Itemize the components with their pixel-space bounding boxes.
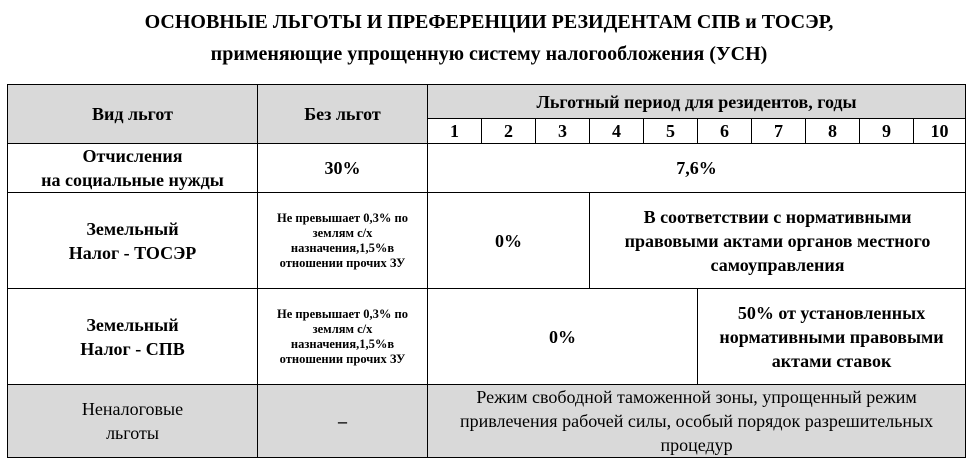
nontax-label-line1: Неналоговые [81, 399, 184, 419]
row-land-spv [8, 289, 966, 385]
nontax-benefit-text: Режим свободной таможенной зоны, упрощенный режим привлечения рабочей силы, особый порядок разрешительных процедур [459, 387, 934, 455]
social-base: 30% [258, 144, 428, 193]
land-spv-label-line1: Земельный [86, 314, 179, 335]
social-label-line1: Отчисления [82, 146, 183, 166]
nontax-benefit [428, 385, 966, 458]
row-nontax [8, 385, 966, 458]
nontax-label-line2: льготы [106, 423, 159, 443]
title-line-1: ОСНОВНЫЕ ЛЬГОТЫ И ПРЕФЕРЕНЦИИ РЕЗИДЕНТАМ СПВ и ТОСЭР, [144, 11, 834, 33]
year-10: 10 [914, 119, 966, 144]
header-benefit-type: Вид льгот [8, 85, 258, 144]
social-label [8, 144, 258, 193]
row-social [8, 144, 966, 193]
land-spv-base-text: Не превышает 0,3% по землям с/х назначения,1,5%в отношении прочих ЗУ [277, 306, 408, 366]
land-toser-base-text: Не превышает 0,3% по землям с/х назначения,1,5%в отношении прочих ЗУ [277, 210, 408, 270]
year-1: 1 [428, 119, 482, 144]
header-row [8, 85, 966, 119]
land-toser-benefit-1-3: 0% [428, 193, 590, 289]
year-9: 9 [860, 119, 914, 144]
page-title [0, 6, 978, 70]
land-spv-benefit-6-10 [698, 289, 966, 385]
year-4: 4 [590, 119, 644, 144]
land-spv-benefit-6-10-text: 50% от установленных нормативными правовыми актами ставок [719, 302, 944, 371]
year-3: 3 [536, 119, 590, 144]
header-period: Льготный период для резидентов, годы [428, 85, 966, 119]
year-8: 8 [806, 119, 860, 144]
nontax-label [8, 385, 258, 458]
row-land-toser [8, 193, 966, 289]
social-label-line2: на социальные нужды [41, 170, 224, 190]
land-toser-label-line2: Налог - ТОСЭР [68, 242, 197, 263]
title-line-2: применяющие упрощенную систему налогообложения (УСН) [210, 43, 768, 65]
land-spv-benefit-1-5: 0% [428, 289, 698, 385]
year-7: 7 [752, 119, 806, 144]
land-toser-label-line1: Земельный [86, 218, 179, 239]
social-benefit: 7,6% [428, 144, 966, 193]
year-6: 6 [698, 119, 752, 144]
land-toser-benefit-4-10-text: В соответствии с нормативными правовыми актами органов местного самоуправления [624, 206, 931, 275]
land-toser-base [258, 193, 428, 289]
year-2: 2 [482, 119, 536, 144]
land-toser-label [8, 193, 258, 289]
land-toser-benefit-4-10 [590, 193, 966, 289]
land-spv-label [8, 289, 258, 385]
land-spv-label-line2: Налог - СПВ [80, 338, 185, 359]
land-spv-base [258, 289, 428, 385]
nontax-base: – [258, 385, 428, 458]
benefits-table-wrapper [7, 84, 966, 458]
year-5: 5 [644, 119, 698, 144]
benefits-table [7, 84, 966, 458]
header-no-benefit: Без льгот [258, 85, 428, 144]
